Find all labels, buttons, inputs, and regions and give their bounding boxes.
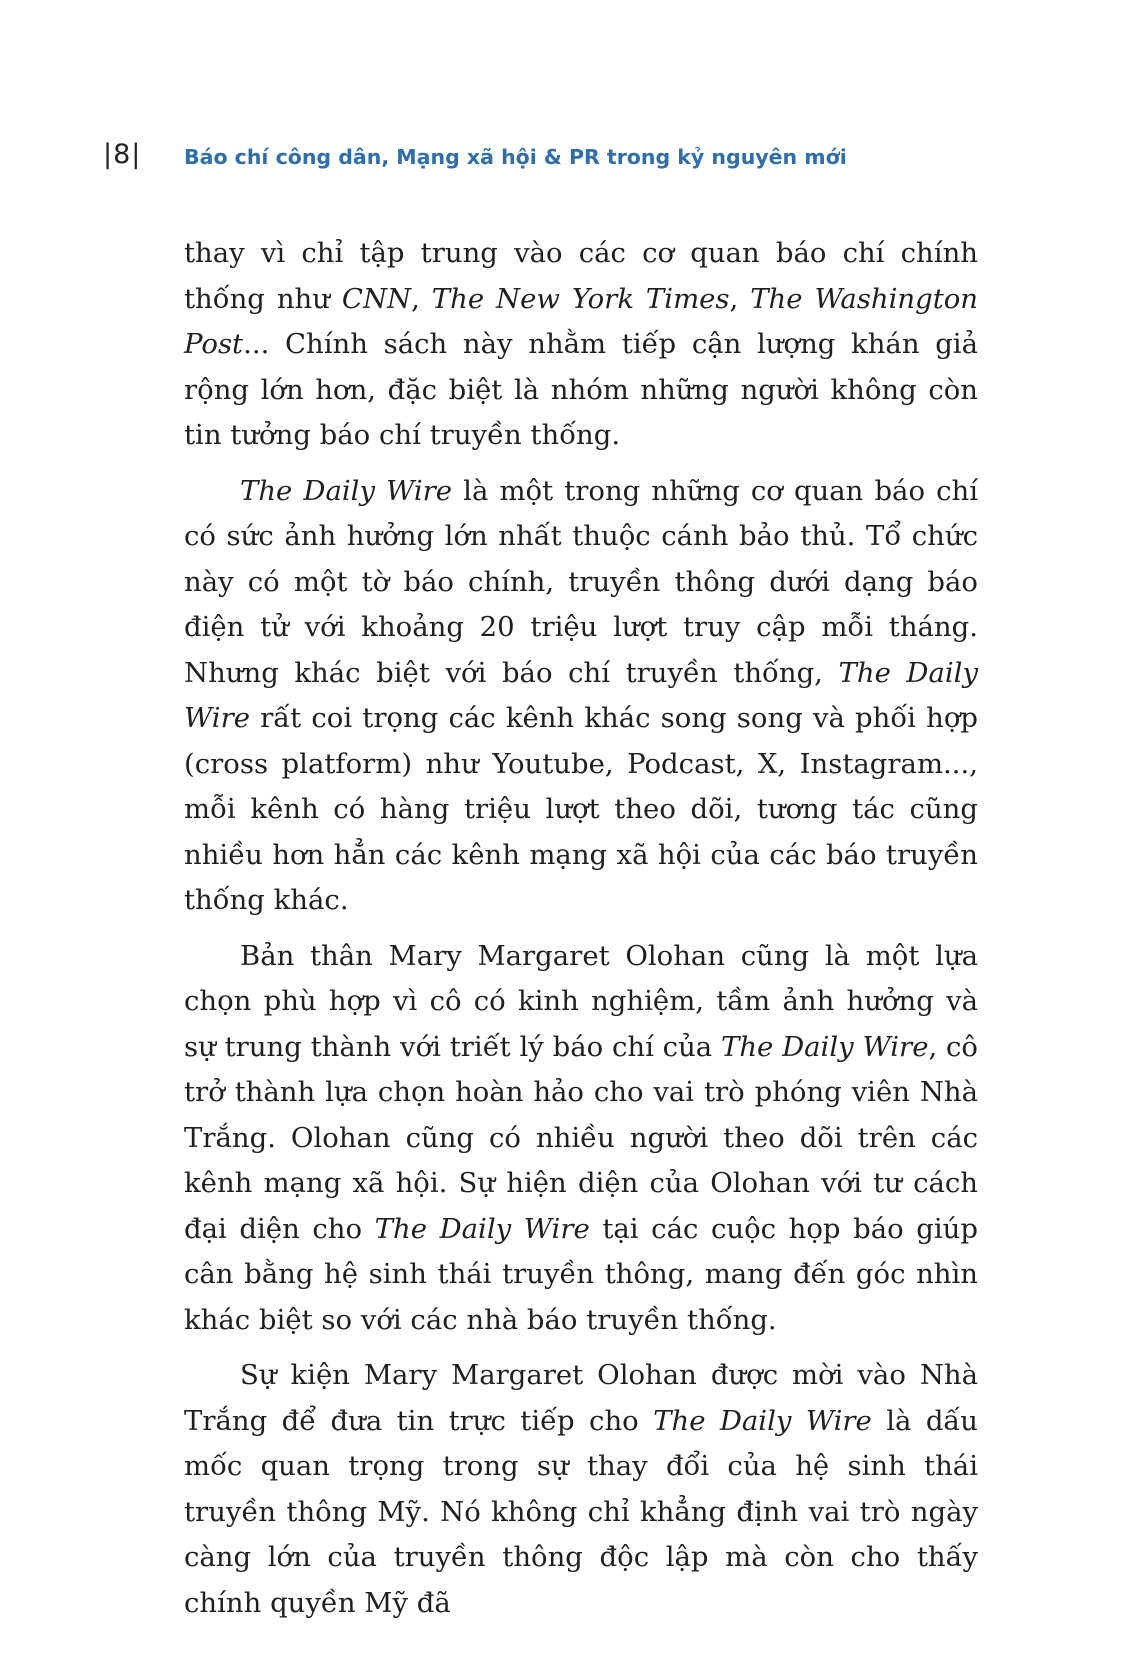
page-number: |8| bbox=[103, 139, 142, 170]
text-run: , bbox=[411, 282, 432, 315]
italic-title: The Daily Wire bbox=[240, 474, 453, 507]
paragraph-3 bbox=[184, 934, 978, 1344]
text-run: ... Chính sách này nhằm tiếp cận lượng khán giả rộng lớn hơn, đặc biệt là nhóm những người không còn tin tưởng báo chí truyền thống. bbox=[184, 328, 978, 451]
text-run: Bản thân Mary Margaret Olohan cũng là một lựa chọn phù hợp vì cô có kinh nghiệm, tầm ảnh hưởng và sự trung thành với triết lý báo chí của bbox=[184, 939, 978, 1063]
text-run: là dấu mốc quan trọng trong sự thay đổi của hệ sinh thái truyền thông Mỹ. Nó không chỉ khẳng định vai trò ngày càng lớn của truyền thông độc lập mà còn cho thấy chính quyền Mỹ đã bbox=[184, 1404, 978, 1619]
running-header bbox=[0, 138, 1126, 178]
text-run: tại các cuộc họp báo giúp cân bằng hệ sinh thái truyền thông, mang đến góc nhìn khác biệt so với các nhà báo truyền thống. bbox=[184, 1212, 978, 1336]
italic-title: The Daily Wire bbox=[720, 1030, 929, 1063]
paragraph-4 bbox=[184, 1353, 978, 1626]
text-run: thay vì chỉ tập trung vào các cơ quan báo chí chính thống như bbox=[184, 237, 978, 315]
italic-title: CNN bbox=[341, 282, 412, 315]
italic-title: The Daily Wire bbox=[653, 1404, 872, 1437]
text-run: là một trong những cơ quan báo chí có sức ảnh hưởng lớn nhất thuộc cánh bảo thủ. Tổ chức này có một tờ báo chính, truyền thông dưới dạng báo điện tử với khoảng 20 triệu lượt truy cập mỗi tháng. Nhưng khác biệt với báo chí truyền thống, bbox=[184, 474, 978, 689]
book-title: Báo chí công dân, Mạng xã hội & PR trong kỷ nguyên mới bbox=[184, 145, 847, 169]
italic-title: The Washington Post bbox=[184, 282, 979, 360]
paragraph-2 bbox=[184, 469, 978, 924]
text-run: , bbox=[729, 282, 751, 315]
text-run: rất coi trọng các kênh khác song song và phối hợp (cross platform) như Youtube, Podcast, X, Instagram..., mỗi kênh có hàng triệu lượt theo dõi, tương tác cũng nhiều hơn hẳn các kênh mạng xã hội của các báo truyền thống khác. bbox=[184, 702, 978, 916]
text-run: Sự kiện Mary Margaret Olohan được mời vào Nhà Trắng để đưa tin trực tiếp cho bbox=[184, 1359, 978, 1437]
body-text bbox=[184, 231, 978, 1636]
italic-title: The New York Times bbox=[431, 282, 730, 315]
text-run: , cô trở thành lựa chọn hoàn hảo cho vai trò phóng viên Nhà Trắng. Olohan cũng có nhiều người theo dõi trên các kênh mạng xã hội. Sự hiện diện của Olohan với tư cách đại diện cho bbox=[184, 1030, 978, 1245]
paragraph-1 bbox=[184, 231, 978, 459]
italic-title: The Daily Wire bbox=[374, 1212, 590, 1245]
italic-title: The Daily Wire bbox=[184, 656, 979, 734]
